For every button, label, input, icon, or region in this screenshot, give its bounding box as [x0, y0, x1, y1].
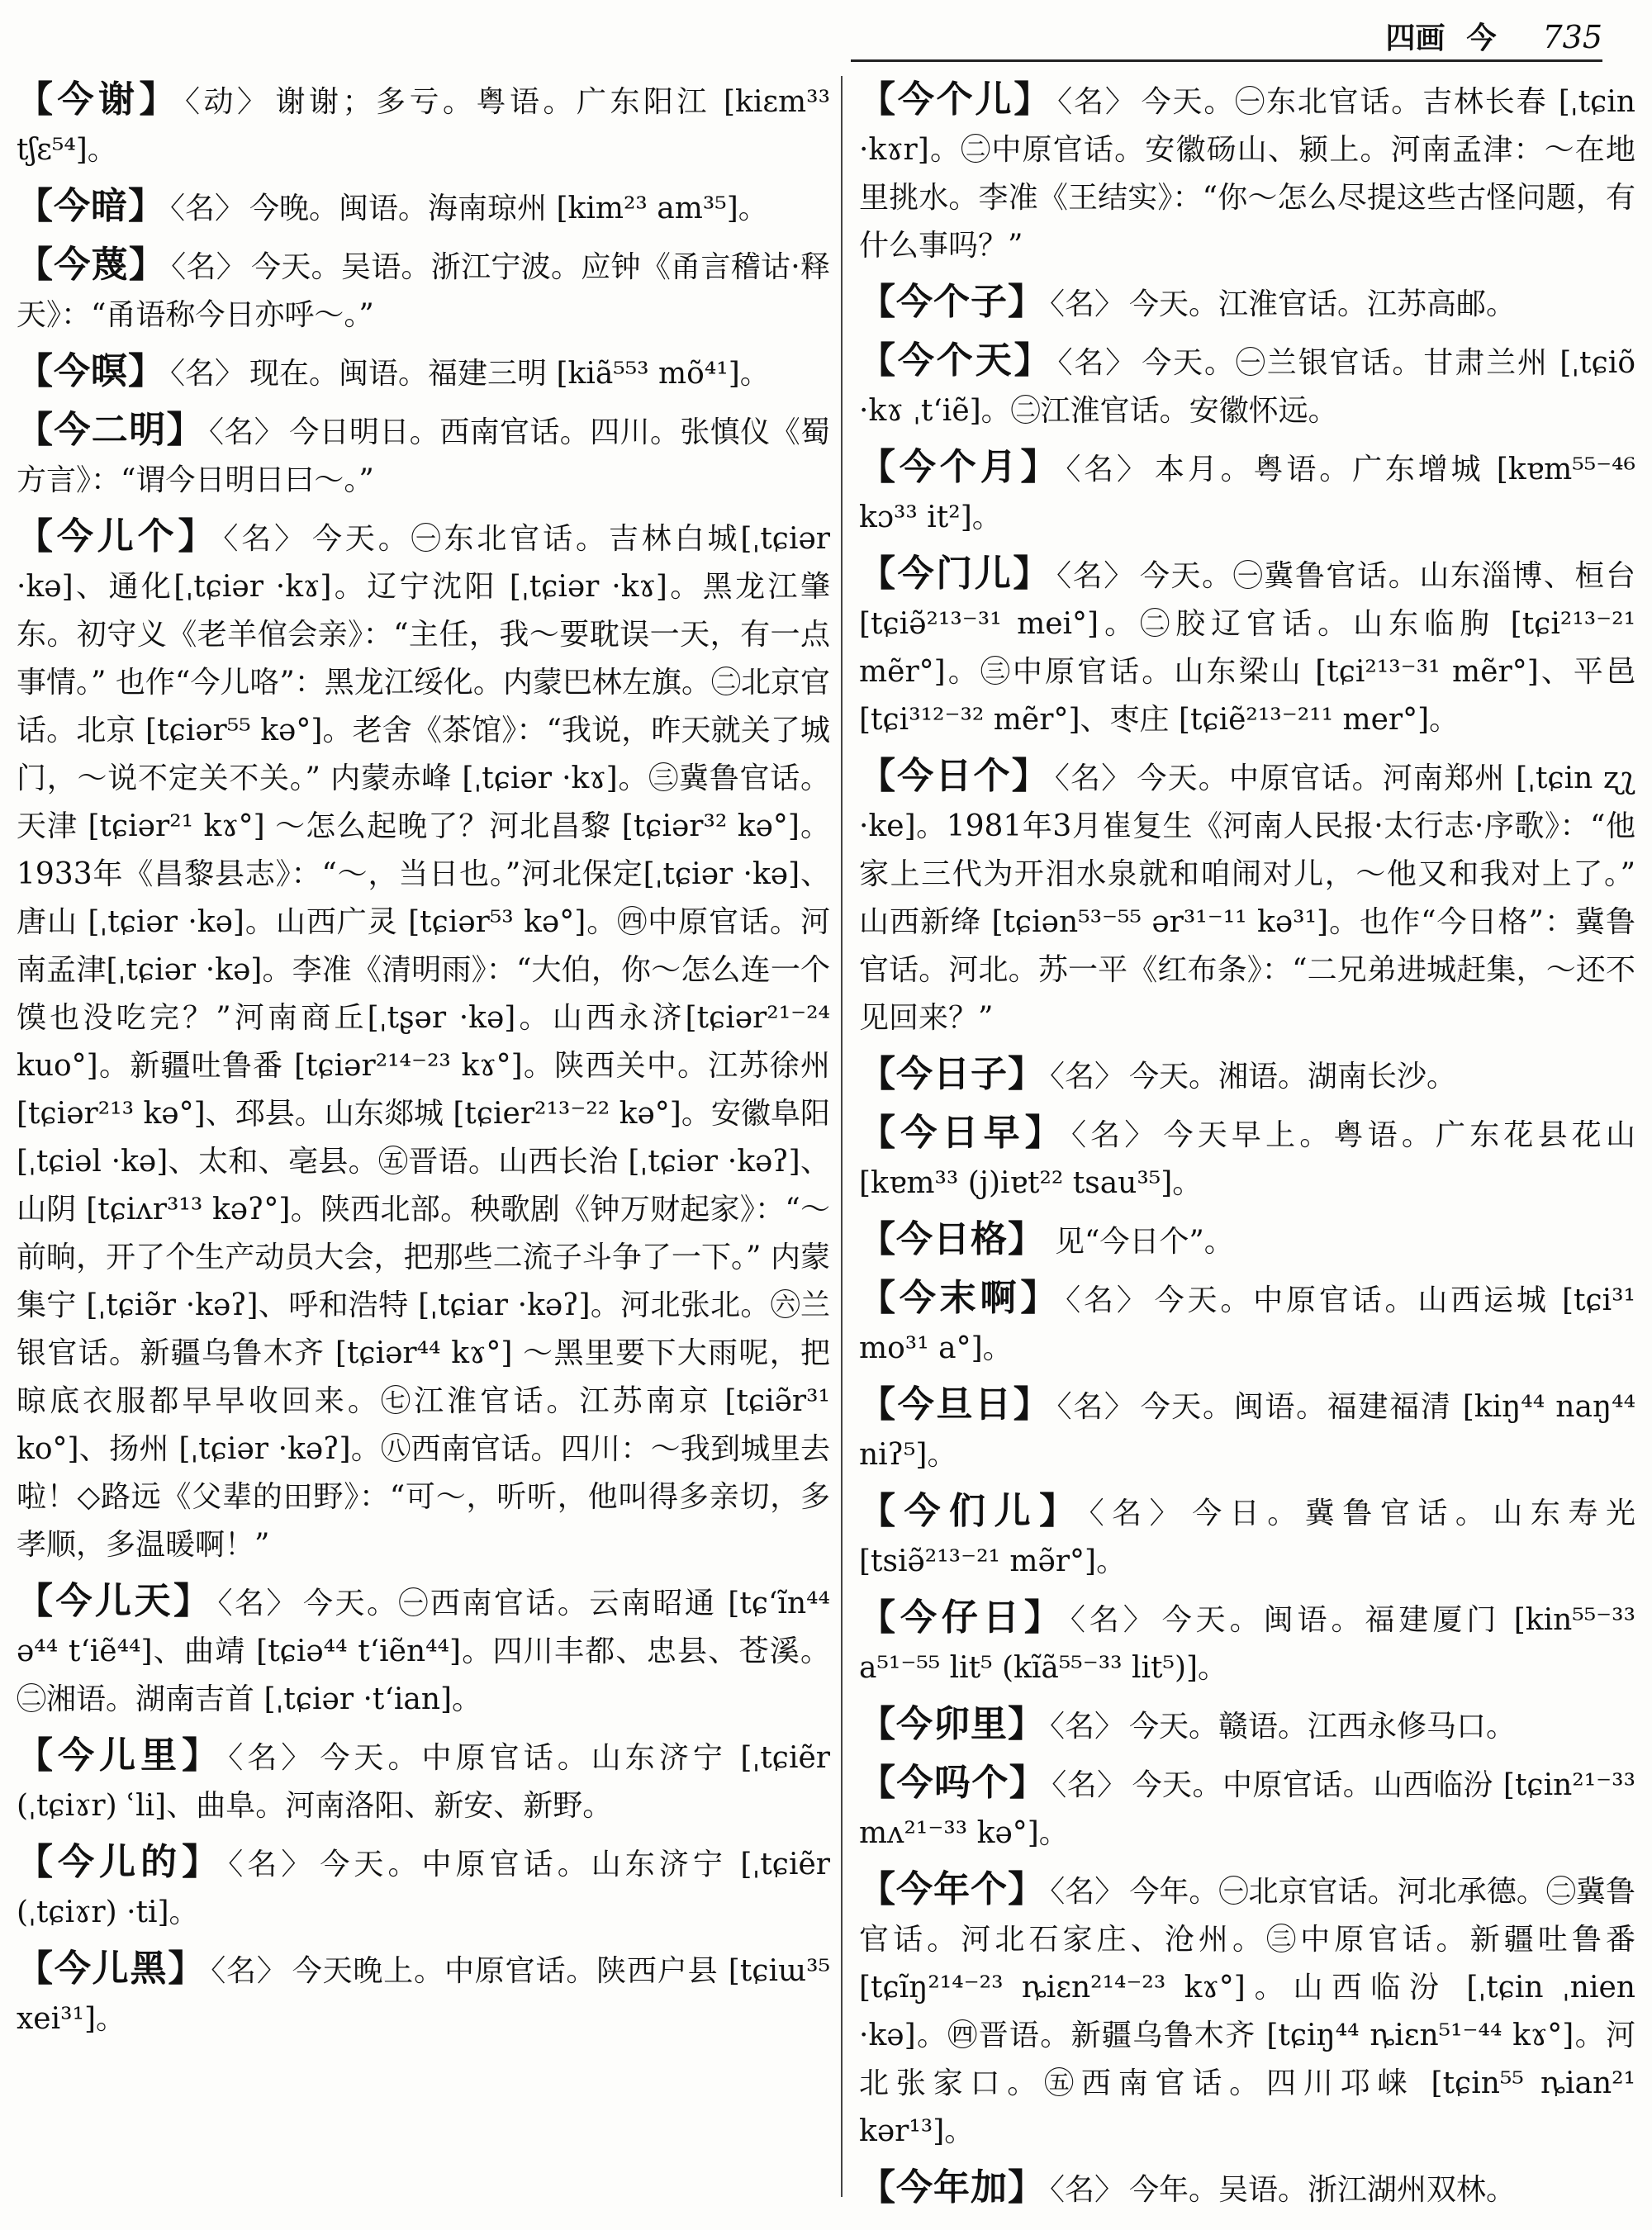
entry-part-of-speech: 〈名〉 [1051, 1768, 1127, 1802]
entry-headword: 【今谢】 [17, 78, 181, 121]
entry-part-of-speech: 〈名〉 [1066, 453, 1150, 486]
entry-headword: 【今蔑】 [17, 244, 167, 286]
entry-definition: 现在。闽语。福建三明 [kiã⁵⁵³ mõ⁴¹]。 [249, 357, 770, 391]
entry-headword: 【今末啊】 [859, 1277, 1061, 1319]
dictionary-entry [17, 183, 830, 233]
dictionary-entry [859, 444, 1635, 542]
entry-part-of-speech: 〈名〉 [170, 357, 245, 391]
entry-headword: 【今日子】 [859, 1053, 1045, 1095]
dictionary-entry [859, 1487, 1635, 1586]
dictionary-entry [17, 406, 830, 505]
entry-headword: 【今们儿】 [859, 1490, 1085, 1532]
entry-headword: 【今暗】 [17, 185, 165, 227]
entry-part-of-speech: 〈名〉 [1066, 1283, 1150, 1317]
entry-definition: 今年。吴语。浙江湖州双林。 [1129, 2173, 1517, 2207]
entry-part-of-speech: 〈名〉 [1057, 85, 1137, 119]
entry-part-of-speech: 〈名〉 [1057, 346, 1137, 380]
entry-part-of-speech: 〈名〉 [1050, 1060, 1125, 1094]
entry-definition: 今日。冀鲁官话。山东寿光 [tsiə̃²¹³⁻²¹ mə̃r°]。 [859, 1497, 1635, 1578]
dictionary-entry [859, 1594, 1635, 1692]
entry-headword: 【今门儿】 [859, 553, 1052, 595]
entry-definition: 今天。江淮官话。江苏高邮。 [1129, 287, 1517, 321]
entry-headword: 【今个月】 [859, 446, 1061, 488]
entry-part-of-speech: 〈名〉 [170, 192, 245, 225]
entry-headword: 【今个天】 [859, 339, 1053, 382]
entry-part-of-speech: 〈名〉 [171, 250, 247, 284]
entry-part-of-speech: 〈名〉 [1070, 1118, 1159, 1152]
entry-headword: 【今儿天】 [17, 1580, 213, 1622]
entry-definition: 今天。湘语。湖南长沙。 [1129, 1060, 1457, 1094]
dictionary-entry [859, 1701, 1635, 1751]
dictionary-entry [859, 278, 1635, 329]
entry-definition: 今天。中原官话。河南郑州 [ˌtɕin ʐʅ ·ke]。1981年3月崔复生《河南人民报·太行志·序歌》：“他家上三代为开泪水泉就和咱闹对儿，～他又和我对上了。” 山西新绛 [tɕiən⁵³⁻⁵⁵ ər³¹⁻¹¹ kə³¹]。也作“今日格”：冀鲁官话。河北。苏一平《红布条》：“二兄弟进城赶集，～还不见回来？” [859, 762, 1635, 1035]
entry-headword: 【今儿黑】 [17, 1948, 206, 1990]
dictionary-entry [17, 1578, 830, 1724]
entry-definition: 今天。赣语。江西永修马口。 [1129, 1710, 1517, 1744]
dictionary-entry [17, 241, 830, 339]
entry-part-of-speech: 〈名〉 [217, 1587, 298, 1620]
entry-headword: 【今日个】 [859, 755, 1050, 797]
dictionary-entry [859, 1216, 1635, 1266]
entry-part-of-speech: 〈名〉 [1050, 1710, 1125, 1744]
page-number: 735 [1542, 19, 1602, 55]
entry-definition: 今天。㊀西南官话。云南昭通 [tɕ‘ĩn⁴⁴ ə⁴⁴ t‘iẽ⁴⁴]、曲靖 [tɕiə⁴⁴ t‘iẽn⁴⁴]。四川丰都、忠县、苍溪。㊁湘语。湖南吉首 [ˌtɕiər ·t‘ian]。 [17, 1587, 830, 1716]
entry-part-of-speech: 〈名〉 [1054, 762, 1132, 795]
entry-definition: 今天。㊀兰银官话。甘肃兰州 [ˌtɕiõ ·kɤ ˌt‘iẽ]。㊁江淮官话。安徽怀远。 [859, 346, 1635, 428]
entry-part-of-speech: 〈动〉 [185, 85, 271, 119]
entry-definition: 今晚。闽语。海南琼州 [kim²³ am³⁵]。 [249, 192, 768, 225]
column-divider [841, 76, 843, 2197]
entry-headword: 【今仔日】 [859, 1597, 1066, 1639]
entry-headword: 【今旦日】 [859, 1383, 1052, 1426]
entry-headword: 【今年加】 [859, 2166, 1045, 2209]
dictionary-entry [17, 348, 830, 398]
entry-headword: 【今个儿】 [859, 78, 1053, 121]
entry-part-of-speech: 〈名〉 [1056, 1390, 1136, 1424]
entry-part-of-speech: 〈名〉 [209, 415, 285, 449]
dictionary-entry [859, 1274, 1635, 1373]
dictionary-entry [17, 76, 830, 174]
entry-definition: 今天早上。粤语。广东花县花山 [kɐm³³ (j)iɐt²² tsau³⁵]。 [859, 1118, 1635, 1200]
entry-definition: 今天。中原官话。山西运城 [tɕi³¹ mo³¹ a°]。 [859, 1283, 1635, 1365]
entry-part-of-speech: 〈名〉 [223, 522, 308, 556]
dictionary-entry [859, 337, 1635, 435]
left-column [17, 76, 830, 2213]
entry-headword: 【今儿个】 [17, 515, 219, 558]
entry-headword: 【今个子】 [859, 281, 1045, 323]
dictionary-entry [859, 1051, 1635, 1101]
entry-definition: 今天。中原官话。山东济宁 [ˌtɕiẽr (ˌtɕiɤr) ʿli]、曲阜。河南洛阳、新安、新野。 [17, 1741, 830, 1823]
dictionary-entry [859, 76, 1635, 270]
entry-definition: 今天。㊀东北官话。吉林长春 [ˌtɕin ·kɤr]。㊁中原官话。安徽砀山、颍上。河南孟津：～在地里挑水。李准《王结实》：“你～怎么尽提这些古怪问题，有什么事吗？” [859, 85, 1635, 263]
entry-part-of-speech: 〈名〉 [1070, 1603, 1157, 1637]
dictionary-entry [859, 1866, 1635, 2156]
entry-definition: 本月。粤语。广东增城 [kɐm⁵⁵⁻⁴⁶ kɔ³³ it²]。 [859, 453, 1635, 534]
stroke-count-label: 四画 [1385, 21, 1446, 55]
dictionary-entry [859, 1381, 1635, 1479]
entry-definition: 今年。㊀北京官话。河北承德。㊁冀鲁官话。河北石家庄、沧州。㊂中原官话。新疆吐鲁番 [tɕĩŋ²¹⁴⁻²³ ȵiɛn²¹⁴⁻²³ kɤ°]。山西临汾 [ˌtɕin ˌnien ·kə]。㊃晋语。新疆乌鲁木齐 [tɕiŋ⁴⁴ ȵiɛn⁵¹⁻⁴⁴ kɤ°]。河北张家口。㊄西南官话。四川邛崃 [tɕin⁵⁵ ȵian²¹ kər¹³]。 [859, 1875, 1635, 2148]
entry-part-of-speech: 〈名〉 [211, 1954, 287, 1988]
header-rule [851, 59, 1602, 62]
entry-definition: 今天。㊀冀鲁官话。山东淄博、桓台 [tɕiə̃²¹³⁻³¹ mei°]。㊁胶辽官话。山东临朐 [tɕi²¹³⁻²¹ mẽr°]。㊂中原官话。山东梁山 [tɕi²¹³⁻³¹ mẽr°]、平邑 [tɕi³¹²⁻³² mẽr°]、枣庄 [tɕiẽ²¹³⁻²¹¹ mer°]。 [859, 559, 1635, 737]
entry-definition: 谢谢；多亏。粤语。广东阳江 [kiɛm³³ tʃɛ⁵⁴]。 [17, 85, 830, 167]
entry-headword: 【今卯里】 [859, 1703, 1045, 1745]
entry-definition: 今天。中原官话。山西临汾 [tɕin²¹⁻³³ mʌ²¹⁻³³ kə°]。 [859, 1768, 1635, 1850]
dictionary-entry [17, 1945, 830, 2043]
entry-headword: 【今日格】 [859, 1218, 1045, 1260]
entry-definition: 今天晚上。中原官话。陕西户县 [tɕiɯ³⁵ xei³¹]。 [17, 1954, 830, 2036]
entry-part-of-speech: 〈名〉 [1089, 1497, 1188, 1530]
right-column [859, 76, 1635, 2213]
entry-headword: 【今暝】 [17, 350, 165, 392]
entry-part-of-speech: 〈名〉 [1056, 559, 1135, 593]
entry-definition: 今天。吴语。浙江宁波。应钟《甬言稽诂·释天》：“甬语称今日亦呼～。” [17, 250, 830, 332]
entry-headword: 【今日早】 [859, 1112, 1066, 1154]
head-character: 今 [1466, 21, 1497, 55]
dictionary-entry [859, 1109, 1635, 1208]
entry-part-of-speech: 〈名〉 [228, 1848, 316, 1881]
entry-definition: 今天。中原官话。山东济宁 [ˌtɕiẽr (ˌtɕiɤr) ·ti]。 [17, 1848, 830, 1929]
entry-part-of-speech: 〈名〉 [1050, 2173, 1125, 2207]
entry-part-of-speech: 〈名〉 [1050, 1875, 1125, 1909]
dictionary-entry [859, 752, 1635, 1042]
entry-definition: 今天。㊀东北官话。吉林白城[ˌtɕiər ·kə]、通化[ˌtɕiər ·kɤ]。辽宁沈阳 [ˌtɕiər ·kɤ]。黑龙江肇东。初守义《老羊倌会亲》：“主任，我～要耽误一天，有一点事情。” 也作“今儿咯”：黑龙江绥化。内蒙巴林左旗。㊁北京官话。北京 [tɕiər⁵⁵ kə°]。老舍《茶馆》：“我说，昨天就关了城门，～说不定关不关。” 内蒙赤峰 [ˌtɕiər ·kɤ]。㊂冀鲁官话。天津 [tɕiər²¹ kɤ°] ～怎么起晚了？河北昌黎 [tɕiər³² kə°]。1933年《昌黎县志》：“～，当日也。”河北保定[ˌtɕiər ·kə]、唐山 [ˌtɕiər ·kə]。山西广灵 [tɕiər⁵³ kə°]。㊃中原官话。河南孟津[ˌtɕiər ·kə]。李准《清明雨》：“大伯，你～怎么连一个馍也没吃完？”河南商丘[ˌtʂər ·kə]。山西永济[tɕiər²¹⁻²⁴ kuo°]。新疆吐鲁番 [tɕiər²¹⁴⁻²³ kɤ°]。陕西关中。江苏徐州 [tɕiər²¹³ kə°]、邳县。山东郯城 [tɕier²¹³⁻²² kə°]。安徽阜阳[ˌtɕiəl ·kə]、太和、亳县。㊄晋语。山西长治 [ˌtɕiər ·kəʔ]、山阴 [tɕiʌr³¹³ kəʔ°]。陕西北部。秧歌剧《钟万财起家》：“～前晌，开了个生产动员大会，把那些二流子斗争了一下。” 内蒙集宁 [ˌtɕiə̃r ·kəʔ]、呼和浩特 [ˌtɕiar ·kəʔ]。河北张北。㊅兰银官话。新疆乌鲁木齐 [tɕiər⁴⁴ kɤ°] ～黑里要下大雨呢，把晾底衣服都早早收回来。㊆江淮官话。江苏南京 [tɕiə̃r³¹ ko°]、扬州 [ˌtɕiər ·kəʔ]。㊇西南官话。四川：～我到城里去啦！◇路远《父辈的田野》：“可～，听听，他叫得多亲切，多孝顺，多温暖啊！” [17, 522, 830, 1562]
entry-definition: 今日明日。西南官话。四川。张慎仪《蜀方言》：“谓今日明日曰～。” [17, 415, 830, 497]
dictionary-entry [859, 1759, 1635, 1858]
entry-part-of-speech: 〈名〉 [1050, 287, 1125, 321]
entry-part-of-speech: 〈名〉 [228, 1741, 316, 1775]
entry-headword: 【今儿的】 [17, 1841, 224, 1883]
dictionary-entry [17, 1839, 830, 1937]
entry-headword: 【今儿里】 [17, 1734, 224, 1777]
dictionary-entry [17, 513, 830, 1569]
dictionary-entry [859, 550, 1635, 744]
dictionary-entry [17, 1732, 830, 1830]
entry-headword: 【今吗个】 [859, 1762, 1047, 1804]
entry-definition: 今天。闽语。福建福清 [kiŋ⁴⁴ naŋ⁴⁴ niʔ⁵]。 [859, 1390, 1635, 1472]
entry-headword: 【今二明】 [17, 409, 204, 451]
dictionary-entry [859, 2164, 1635, 2213]
entry-definition: 见“今日个”。 [1055, 1225, 1234, 1259]
entry-definition: 今天。闽语。福建厦门 [kin⁵⁵⁻³³ a⁵¹⁻⁵⁵ lit⁵ (kĩã⁵⁵⁻³³ lit⁵)]。 [859, 1603, 1635, 1685]
entry-headword: 【今年个】 [859, 1868, 1046, 1910]
running-head [50, 15, 1602, 56]
